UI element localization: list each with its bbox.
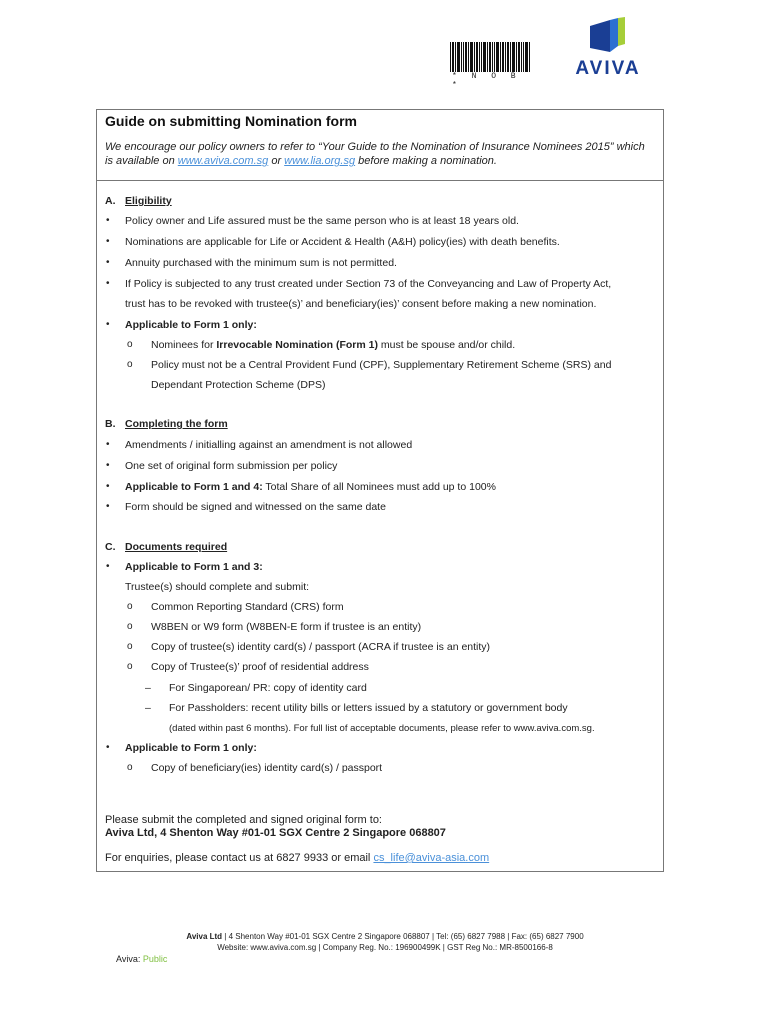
barcode-text: * N O B * xyxy=(452,72,521,90)
sub-list-item: Copy of beneficiary(ies) identity card(s) / passport xyxy=(151,762,383,774)
bullet-icon: • xyxy=(106,319,110,330)
guide-box xyxy=(96,109,664,872)
classification-value: Public xyxy=(142,954,168,964)
section-c-title: Documents required xyxy=(125,541,228,553)
circle-bullet-icon: o xyxy=(127,621,133,632)
text-part: Total Share of all Nominees must add up to 100% xyxy=(262,481,496,493)
sub-list-item: Copy of trustee(s) identity card(s) / passport (ACRA if trustee is an entity) xyxy=(151,641,491,653)
bullet-icon: • xyxy=(106,561,110,572)
section-b-title: Completing the form xyxy=(125,418,228,430)
aviva-website-link[interactable]: www.aviva.com.sg xyxy=(177,155,269,167)
bullet-icon: • xyxy=(106,481,110,492)
bullet-icon: • xyxy=(106,257,110,268)
enquiry-text-part: For enquiries, please contact us at 6827 9933 or email xyxy=(105,852,374,864)
dash-bullet-icon: – xyxy=(145,702,151,714)
intro-text xyxy=(105,140,661,168)
submit-instruction: Please submit the completed and signed original form to: xyxy=(105,814,382,826)
sub-list-item xyxy=(151,339,515,352)
section-b-letter: B. xyxy=(105,418,116,430)
intro-text-part: or xyxy=(268,155,285,167)
list-item: Applicable to Form 1 only: xyxy=(125,742,257,754)
sub-list-item: Common Reporting Standard (CRS) form xyxy=(151,601,344,613)
lia-website-link[interactable]: www.lia.org.sg xyxy=(284,155,356,167)
page-title: Guide on submitting Nomination form xyxy=(105,113,357,129)
submit-address: Aviva Ltd, 4 Shenton Way #01-01 SGX Centre 2 Singapore 068807 xyxy=(105,827,446,839)
text-part-bold: Applicable to Form 1 and 4: xyxy=(125,481,263,493)
section-a-letter: A. xyxy=(105,195,116,207)
footer-address xyxy=(0,932,770,941)
circle-bullet-icon: o xyxy=(127,641,133,652)
footer-address-text: | 4 Shenton Way #01-01 SGX Centre 2 Singapore 068807 | Tel: (65) 6827 7988 | Fax: (65) 6827 7900 xyxy=(222,932,584,941)
intro-text-part: is available on xyxy=(105,155,178,167)
intro-text-part: before making a nomination. xyxy=(355,155,497,167)
list-item: One set of original form submission per policy xyxy=(125,460,338,472)
email-link[interactable]: cs_life@aviva-asia.com xyxy=(373,852,490,864)
bullet-icon: • xyxy=(106,460,110,471)
circle-bullet-icon: o xyxy=(127,601,133,612)
aviva-logo-text: AVIVA xyxy=(575,58,641,79)
text-part-bold: Irrevocable Nomination (Form 1) xyxy=(216,339,378,351)
intro-line-2 xyxy=(105,154,661,168)
text-part: must be spouse and/or child. xyxy=(377,339,516,351)
list-item-continuation: trust has to be revoked with trustee(s)’ and beneficiary(ies)’ consent before making a new nomination. xyxy=(125,298,597,310)
circle-bullet-icon: o xyxy=(127,359,133,370)
bullet-icon: • xyxy=(106,742,110,753)
bullet-icon: • xyxy=(106,236,110,247)
enquiry-text xyxy=(105,852,489,865)
sub-list-item: Copy of Trustee(s)’ proof of residential address xyxy=(151,661,369,673)
list-item: Nominations are applicable for Life or Accident & Health (A&H) policy(ies) with death benefits. xyxy=(125,236,560,248)
list-item: If Policy is subjected to any trust created under Section 73 of the Conveyancing and Law of Property Act, xyxy=(125,278,612,290)
barcode-image xyxy=(450,42,530,72)
sub-list-item: W8BEN or W9 form (W8BEN-E form if trustee is an entity) xyxy=(151,621,422,633)
dash-list-item: For Singaporean/ PR: copy of identity card xyxy=(169,682,367,694)
bullet-icon: • xyxy=(106,215,110,226)
sub-list-item-continuation: Dependant Protection Scheme (DPS) xyxy=(151,379,326,391)
aviva-logo-mark-icon xyxy=(588,16,626,54)
footer-registration: Website: www.aviva.com.sg | Company Reg. No.: 196900499K | GST Reg No.: MR-8500166-8 xyxy=(217,943,553,952)
list-item: Applicable to Form 1 and 3: xyxy=(125,561,263,573)
dash-list-item-note: (dated within past 6 months). For full list of acceptable documents, please refer to www.aviva.com.sg. xyxy=(169,723,595,734)
dash-bullet-icon: – xyxy=(145,682,151,694)
list-item-intro: Trustee(s) should complete and submit: xyxy=(125,581,310,593)
section-c-letter: C. xyxy=(105,541,116,553)
bullet-icon: • xyxy=(106,439,110,450)
classification-prefix: Aviva: xyxy=(116,954,143,964)
list-item: Policy owner and Life assured must be the same person who is at least 18 years old. xyxy=(125,215,519,227)
list-item xyxy=(125,481,496,494)
sub-list-item: Policy must not be a Central Provident Fund (CPF), Supplementary Retirement Scheme (SRS) and xyxy=(151,359,612,371)
classification-label xyxy=(116,954,167,964)
footer-company: Aviva Ltd xyxy=(186,932,223,941)
circle-bullet-icon: o xyxy=(127,661,133,672)
circle-bullet-icon: o xyxy=(127,762,133,773)
circle-bullet-icon: o xyxy=(127,339,133,350)
list-item: Applicable to Form 1 only: xyxy=(125,319,257,331)
list-item: Form should be signed and witnessed on the same date xyxy=(125,501,386,513)
intro-line-1: We encourage our policy owners to refer to “Your Guide to the Nomination of Insurance Nominees 2015” which xyxy=(105,141,645,153)
bullet-icon: • xyxy=(106,278,110,289)
section-a-title: Eligibility xyxy=(125,195,172,207)
aviva-logo xyxy=(560,16,656,82)
intro-section xyxy=(97,110,663,181)
dash-list-item: For Passholders: recent utility bills or letters issued by a statutory or government body xyxy=(169,702,568,714)
list-item: Amendments / initialling against an amendment is not allowed xyxy=(125,439,413,451)
text-part: Nominees for xyxy=(151,339,217,351)
list-item: Annuity purchased with the minimum sum is not permitted. xyxy=(125,257,397,269)
bullet-icon: • xyxy=(106,501,110,512)
